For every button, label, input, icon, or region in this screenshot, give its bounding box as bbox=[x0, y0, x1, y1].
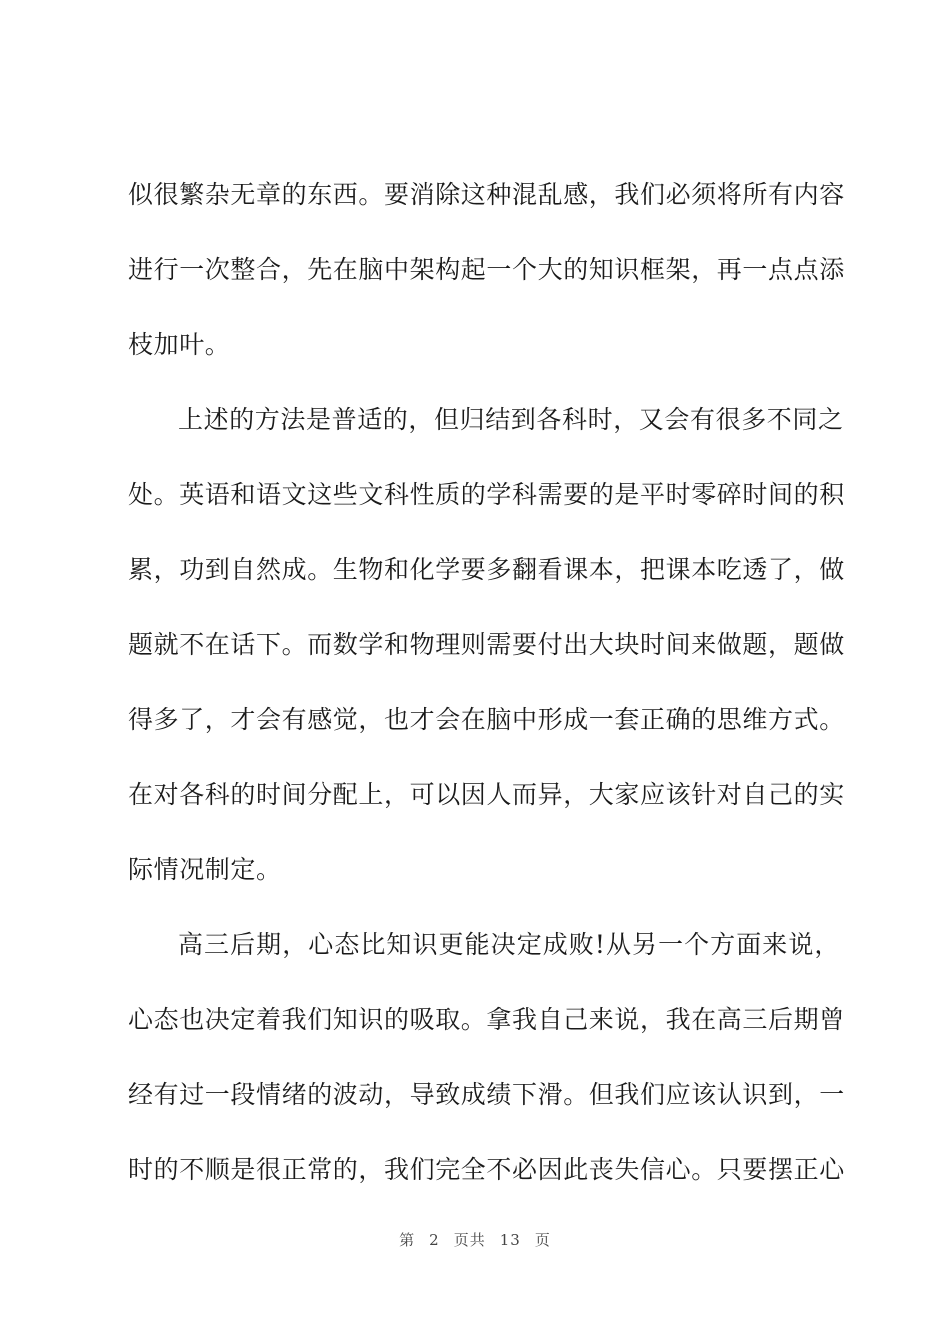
text-line: 进行一次整合，先在脑中架构起一个大的知识框架，再一点点添 bbox=[128, 255, 845, 284]
footer-prefix: 第 bbox=[399, 1231, 416, 1249]
text-line: 心态也决定着我们知识的吸取。拿我自己来说，我在高三后期曾 bbox=[128, 1005, 845, 1034]
text-line: 时的不顺是很正常的，我们完全不必因此丧失信心。只要摆正心 bbox=[128, 1155, 845, 1184]
text-line: 在对各科的时间分配上，可以因人而异，大家应该针对自己的实 bbox=[128, 780, 845, 809]
total-pages-number: 13 bbox=[499, 1231, 521, 1249]
text-line: 处。英语和语文这些文科性质的学科需要的是平时零碎时间的积 bbox=[128, 480, 845, 509]
text-line: 累，功到自然成。生物和化学要多翻看课本，把课本吃透了，做 bbox=[128, 555, 845, 584]
footer-mid: 页共 bbox=[453, 1231, 486, 1249]
current-page-number: 2 bbox=[429, 1231, 440, 1249]
paragraph-first-line: 上述的方法是普适的，但归结到各科时，又会有很多不同之 bbox=[178, 405, 844, 434]
footer-suffix: 页 bbox=[534, 1231, 551, 1249]
page-number-footer bbox=[0, 1228, 950, 1252]
text-line: 枝加叶。 bbox=[128, 330, 231, 359]
text-line: 际情况制定。 bbox=[128, 855, 282, 884]
text-line: 经有过一段情绪的波动，导致成绩下滑。但我们应该认识到，一 bbox=[128, 1080, 845, 1109]
text-line: 得多了，才会有感觉，也才会在脑中形成一套正确的思维方式。 bbox=[128, 705, 845, 734]
text-line: 题就不在话下。而数学和物理则需要付出大块时间来做题，题做 bbox=[128, 630, 845, 659]
text-line: 似很繁杂无章的东西。要消除这种混乱感，我们必须将所有内容 bbox=[128, 180, 845, 209]
paragraph-first-line: 高三后期，心态比知识更能决定成败!从另一个方面来说， bbox=[178, 930, 840, 959]
